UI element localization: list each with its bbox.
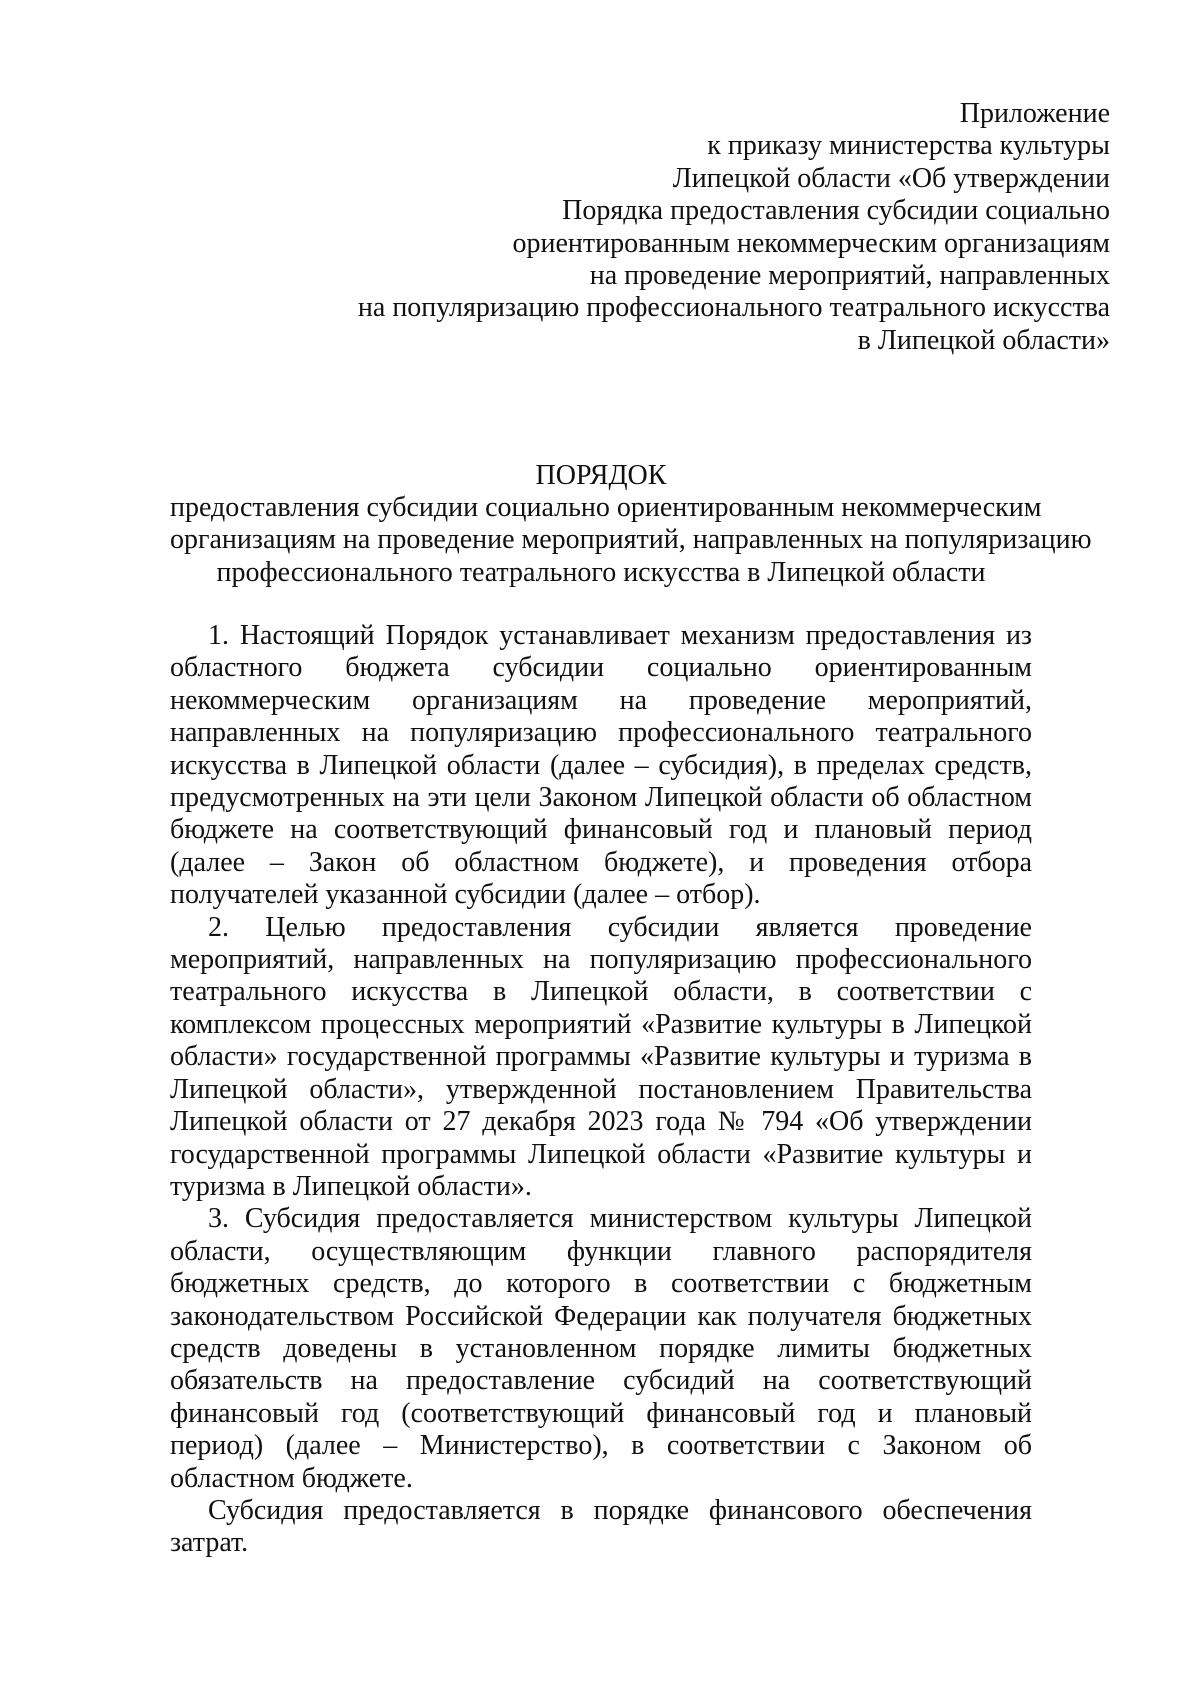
appendix-line: в Липецкой области» (857, 324, 1110, 356)
appendix-line: Липецкой области «Об утверждении (672, 162, 1110, 194)
subtitle-line: организациям на проведение мероприятий, направленных на популяризацию (170, 524, 1092, 556)
document-body (170, 620, 1032, 1560)
paragraph-3: 3. Субсидия предоставляется министерством культуры Липецкой области, осуществляющим функции главного распорядителя бюджетных средств, до которого в соответствии с бюджетным законодательством Российской Федерации как получателя бюджетных средств доведены в установленном порядке лимиты бюджетных обязательств на предоставление субсидий на соответствующий финансовый год (соответствующий финансовый год и плановый период) (далее – Министерство), в соответствии с Законом об областном бюджете. (170, 1203, 1032, 1494)
subtitle-line: профессионального театрального искусства в Липецкой области (216, 556, 986, 588)
appendix-line: на популяризацию профессионального театрального искусства (357, 292, 1110, 324)
appendix-line: Порядка предоставления субсидии социально (562, 195, 1110, 227)
paragraph-4: Субсидия предоставляется в порядке финансового обеспечения затрат. (170, 1494, 1032, 1559)
appendix-line: Приложение (959, 98, 1110, 129)
paragraph-1: 1. Настоящий Порядок устанавливает механизм предоставления из областного бюджета субсидии социально ориентированным некоммерческим организациям на проведение мероприятий, направленных на популяризацию профессионального театрального искусства в Липецкой области (далее – субсидия), в пределах средств, предусмотренных на эти цели Законом Липецкой области об областном бюджете на соответствующий финансовый год и плановый период (далее – Закон об областном бюджете), и проведения отбора получателей указанной субсидии (далее – отбор). (170, 620, 1032, 911)
appendix-line: на проведение мероприятий, направленных (589, 260, 1110, 292)
appendix-line: к приказу министерства культуры (707, 130, 1110, 162)
document-title: ПОРЯДОК (535, 460, 667, 491)
appendix-line: ориентированным некоммерческим организациям (512, 227, 1110, 259)
paragraph-2: 2. Целью предоставления субсидии является проведение мероприятий, направленных на популяризацию профессионального театрального искусства в Липецкой области, в соответствии с комплексом процессных мероприятий «Развитие культуры в Липецкой области» государственной программы «Развитие культуры и туризма в Липецкой области», утвержденной постановлением Правительства Липецкой области от 27 декабря 2023 года № 794 «Об утверждении государственной программы Липецкой области «Развитие культуры и туризма в Липецкой области». (170, 911, 1032, 1202)
subtitle-line: предоставления субсидии социально ориентированным некоммерческим (170, 492, 1042, 523)
document-subtitle (170, 492, 1092, 589)
appendix-header (210, 98, 1110, 357)
